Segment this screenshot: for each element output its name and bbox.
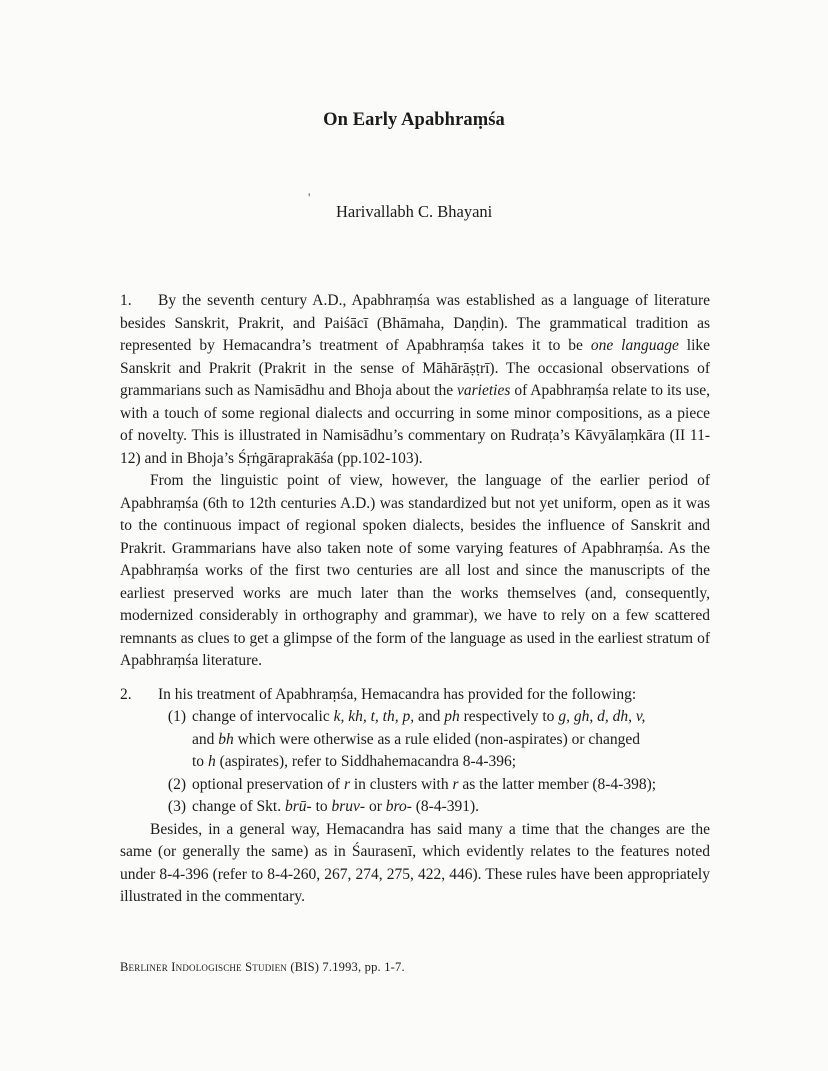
journal-citation: (BIS) 7.1993, pp. 1-7. — [287, 960, 405, 974]
list-item-continuation — [120, 751, 710, 774]
journal-footer — [120, 960, 405, 975]
list-item-text-part: (aspirates), refer to Siddhahemacandra 8-4-396; — [215, 753, 517, 770]
list-item-emphasis: bh — [218, 730, 234, 748]
list-item-emphasis: r — [452, 775, 459, 793]
list-item-text — [192, 706, 710, 729]
section-2-number: 2. — [120, 685, 132, 703]
stray-mark: ' — [308, 190, 311, 205]
section-2-intro-text: In his treatment of Apabhraṃśa, Hemacandra has provided for the following: — [158, 685, 637, 703]
list-item-text-part: change of Skt. — [192, 798, 285, 815]
section-2-paragraph: Besides, in a general way, Hemacandra has said many a time that the changes are the same (or generally the same) as in Śaurasenī, which evidently relates to the features noted under 8-4-396 (refer to 8-4-260, 267, 274, 275, 422, 446). These rules have been appropriately illustrated in the commentary. — [120, 820, 710, 905]
section-2-list — [120, 706, 710, 819]
list-item — [120, 774, 710, 797]
list-item-text-part: and — [414, 708, 445, 725]
list-item-emphasis: r — [343, 775, 350, 793]
list-item — [120, 706, 710, 729]
list-item-number: (1) — [167, 708, 186, 725]
section-1-emphasis-one-language: one language — [590, 337, 679, 354]
list-item-text-part: as the latter member (8-4-398); — [458, 775, 657, 793]
list-item-text-part: in clusters with — [350, 775, 453, 793]
list-item-emphasis: g, gh, d, dh, v, — [558, 708, 646, 725]
list-item-emphasis: bro- — [385, 798, 412, 815]
list-item-text-part: respectively to — [459, 708, 559, 725]
section-1-emphasis-varieties: varieties — [457, 382, 511, 399]
list-item-emphasis: k, kh, t, th, p, — [333, 708, 415, 725]
list-item-emphasis: ph — [444, 708, 460, 725]
list-item-emphasis: h — [207, 753, 216, 770]
list-item-text — [192, 774, 710, 797]
section-2-intro — [120, 684, 710, 707]
list-item-number: (3) — [167, 798, 186, 815]
list-item-text-part: change of intervocalic — [192, 708, 334, 725]
paper-body — [120, 290, 710, 909]
section-1-paragraph-2: From the linguistic point of view, however, the language of the earlier period of Apabhraṃśa (6th to 12th centuries A.D.) was standardized but not yet uniform, open as it was to the continuous impact of regional spoken dialects, besides the influence of Sanskrit and Prakrit. Grammarians have also taken note of some varying features of Apabhraṃśa. As the Apabhraṃśa works of the first two centuries are all lost and since the manuscripts of the earliest preserved works are much later than the works themselves (and, consequently, modernized considerably in orthography and grammar), we have to rely on a few scattered remnants as clues to get a glimpse of the form of the language as used in the earliest stratum of Apabhraṃśa literature. — [120, 472, 710, 669]
list-item-text-part: or — [365, 798, 386, 815]
section-1-number: 1. — [120, 292, 132, 309]
list-item-continuation — [120, 729, 710, 752]
section-1-paragraph — [120, 290, 710, 470]
list-item-number: (2) — [167, 775, 186, 793]
author-name: Harivallabh C. Bhayani — [336, 202, 493, 221]
paper-title: On Early Apabhraṃśa — [323, 110, 505, 130]
list-item-text-part: and — [192, 730, 219, 748]
list-item-text-part: optional preservation of — [192, 775, 344, 793]
list-item-text-part: (8-4-391). — [411, 798, 480, 815]
list-item — [120, 796, 710, 819]
list-item-text-part: which were otherwise as a rule elided (non-aspirates) or changed — [233, 730, 641, 748]
list-item-emphasis: brū- — [284, 798, 312, 815]
section-1-text-b: like Sanskrit and Prakrit (Prakrit in the sense of Māhārāṣṭrī). The occasional observations of grammarians such as Namisādhu and Bhoja about the — [120, 337, 711, 399]
section-1-text-a: By the seventh century A.D., Apabhraṃśa was established as a language of literature besides Sanskrit, Prakrit, and Paiśācī (Bhāmaha, Daṇḍin). The grammatical tradition as represented by Hemacandra’s treatment of Apabhraṃśa takes it to be — [120, 292, 710, 354]
list-item-text-part: to — [192, 753, 208, 770]
list-item-emphasis: bruv- — [331, 798, 366, 815]
journal-name: Berliner Indologische Studien — [120, 960, 287, 974]
list-item-text-part: to — [311, 798, 332, 815]
section-1-text-c: of Apabhraṃśa relate to its use, with a touch of some regional dialects and occurring in some minor compositions, as a piece of novelty. This is illustrated in Namisādhu’s commentary on Rudraṭa’s Kāvyālaṃkāra (II 11-12) and in Bhoja’s Śṛṅgāraprakāśa (pp.102-103). — [120, 382, 710, 467]
list-item-text — [192, 796, 710, 819]
